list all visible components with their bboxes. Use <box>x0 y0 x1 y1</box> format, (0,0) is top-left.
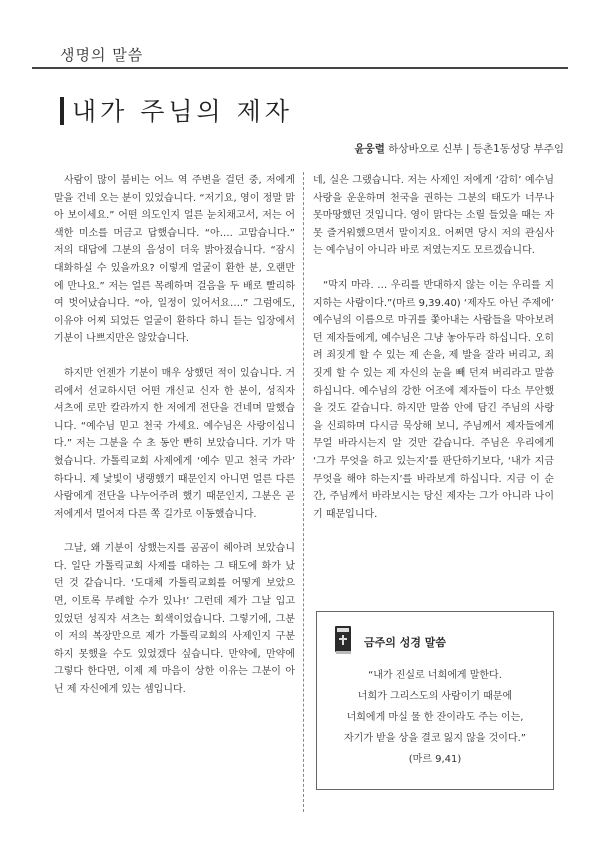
verse-line: 자기가 받을 상을 결코 잃지 않을 것이다.” <box>344 733 526 744</box>
byline <box>355 141 565 156</box>
bible-icon <box>333 625 353 655</box>
paragraph: 사람이 많이 붐비는 어느 역 주변을 걸던 중, 저에게 말을 건네 오는 분이 있었습니다. “저기요, 영이 정말 맑아 보이세요.” 어떤 의도인지 얼른 눈치채고서, 저는 어색한 미소를 머금고 답했습니다. “아…. 고맙습니다.” 저의 대답에 그분의 음성이 더욱 밝아졌습니다. “잠시 대화하실 수 있을까요? 이렇게 얼굴이 환한 분, 오랜만에 만나요.” 저는 얼른 목례하며 걸음을 두 배로 빨리하여 벗어났습니다. “아, 일정이 있어서요….” 그럼에도, 이유야 어찌 되었든 얼굴이 환하다 하니 듣는 입장에서 기분이 나쁘지만은 않았습니다. <box>54 175 295 345</box>
verse-line: “내가 진실로 너희에게 말한다. <box>368 670 502 681</box>
scripture-verse <box>322 665 548 770</box>
title-bar <box>60 97 64 125</box>
paragraph: 네, 실은 그랬습니다. 저는 사제인 저에게 ‘감히’ 예수님 사랑을 운운하며 천국을 권하는 그분의 태도가 너무나 못마땅했던 것입니다. 영이 맑다는 소릴 들었을 때는 자못 즐거워했으면서 말이지요. 어쩌면 당시 저의 관심사는 예수님이 아니라 바로 저였는지도 모르겠습니다. <box>313 175 554 257</box>
section-label: 생명의 말씀 <box>60 46 144 64</box>
author-role: 하상바오로 신부 | 등촌1동성당 부주임 <box>388 143 564 155</box>
page-title: 내가 주님의 제자 <box>72 97 293 126</box>
scripture-box-title: 금주의 성경 말씀 <box>364 636 447 649</box>
section-rule <box>32 67 568 69</box>
paragraph: “막지 마라. … 우리를 반대하지 않는 이는 우리를 지지하는 사람이다.”(마르 9,39.40) ‘제자도 아닌 주제에’ 예수님의 이름으로 마귀를 쫓아내는 사람들을 막아보려던 제자들에게, 예수님은 그냥 놓아두라 하십니다. 오히려 죄짓게 할 수 있는 제 손을, 제 발을 잘라 버리고, 죄짓게 할 수 있는 제 자신의 눈을 빼 던져 버리라고 말씀하십니다. 예수님의 강한 어조에 제자들이 다소 무안했을 것도 같습니다. 하지만 말씀 안에 담긴 주님의 사랑을 신뢰하며 다시금 묵상해 보니, 주님께서 제자들에게 무얼 바라시는지 알 것만 같습니다. 주님은 우리에게 ‘그가 무엇을 하고 있는지’를 판단하기보다, ‘내가 지금 무엇을 해야 하는지’를 바라보게 하십니다. 지금 이 순간, 주님께서 바라보시는 당신 제자는 그가 아니라 나이기 때문입니다. <box>313 279 554 520</box>
paragraph: 하지만 언젠가 기분이 매우 상했던 적이 있습니다. 거리에서 선교하시던 어떤 개신교 신자 한 분이, 성직자 셔츠에 로만 칼라까지 한 저에게 전단을 건네며 말했습니다. “예수님 믿고 천국 가세요. 예수님은 사랑이십니다.” 저는 그분을 수 초 동안 빤히 보았습니다. 기가 막혔습니다. 가톨릭교회 사제에게 ‘예수 믿고 천국 가라’ 하다니. 제 낯빛이 냉랭했기 때문인지 아니면 얼른 다른 사람에게 전단을 나누어주려 했기 때문인지, 그분은 곧 저에게서 멀어져 다른 쪽 길가로 이동했습니다. <box>54 367 295 520</box>
column-divider <box>303 172 304 812</box>
verse-line: 너희에게 마실 물 한 잔이라도 주는 이는, <box>346 712 524 723</box>
paragraph: 그날, 왜 기분이 상했는지를 곰곰이 헤아려 보았습니다. 일단 가톨릭교회 사제를 대하는 그 태도에 화가 났던 것 같습니다. ‘도대체 가톨릭교회를 어떻게 보았으면, 이토록 무례할 수가 있나!’ 그런데 제가 그날 입고 있었던 성직자 셔츠는 회색이었습니다. 그렇기에, 그분이 저의 복장만으로 제가 가톨릭교회의 사제인지 구분하지 못했을 수도 있었겠다 싶습니다. 만약에, 만약에 그렇다 한다면, 이제 제 마음이 상한 이유는 그분이 아닌 제 자신에게 있는 셈입니다. <box>54 543 295 696</box>
left-column <box>54 172 295 699</box>
verse-reference: (마르 9,41) <box>408 754 462 765</box>
verse-line: 너희가 그리스도의 사람이기 때문에 <box>357 691 513 702</box>
author-name: 윤웅렬 <box>354 143 385 155</box>
right-column <box>313 172 554 523</box>
